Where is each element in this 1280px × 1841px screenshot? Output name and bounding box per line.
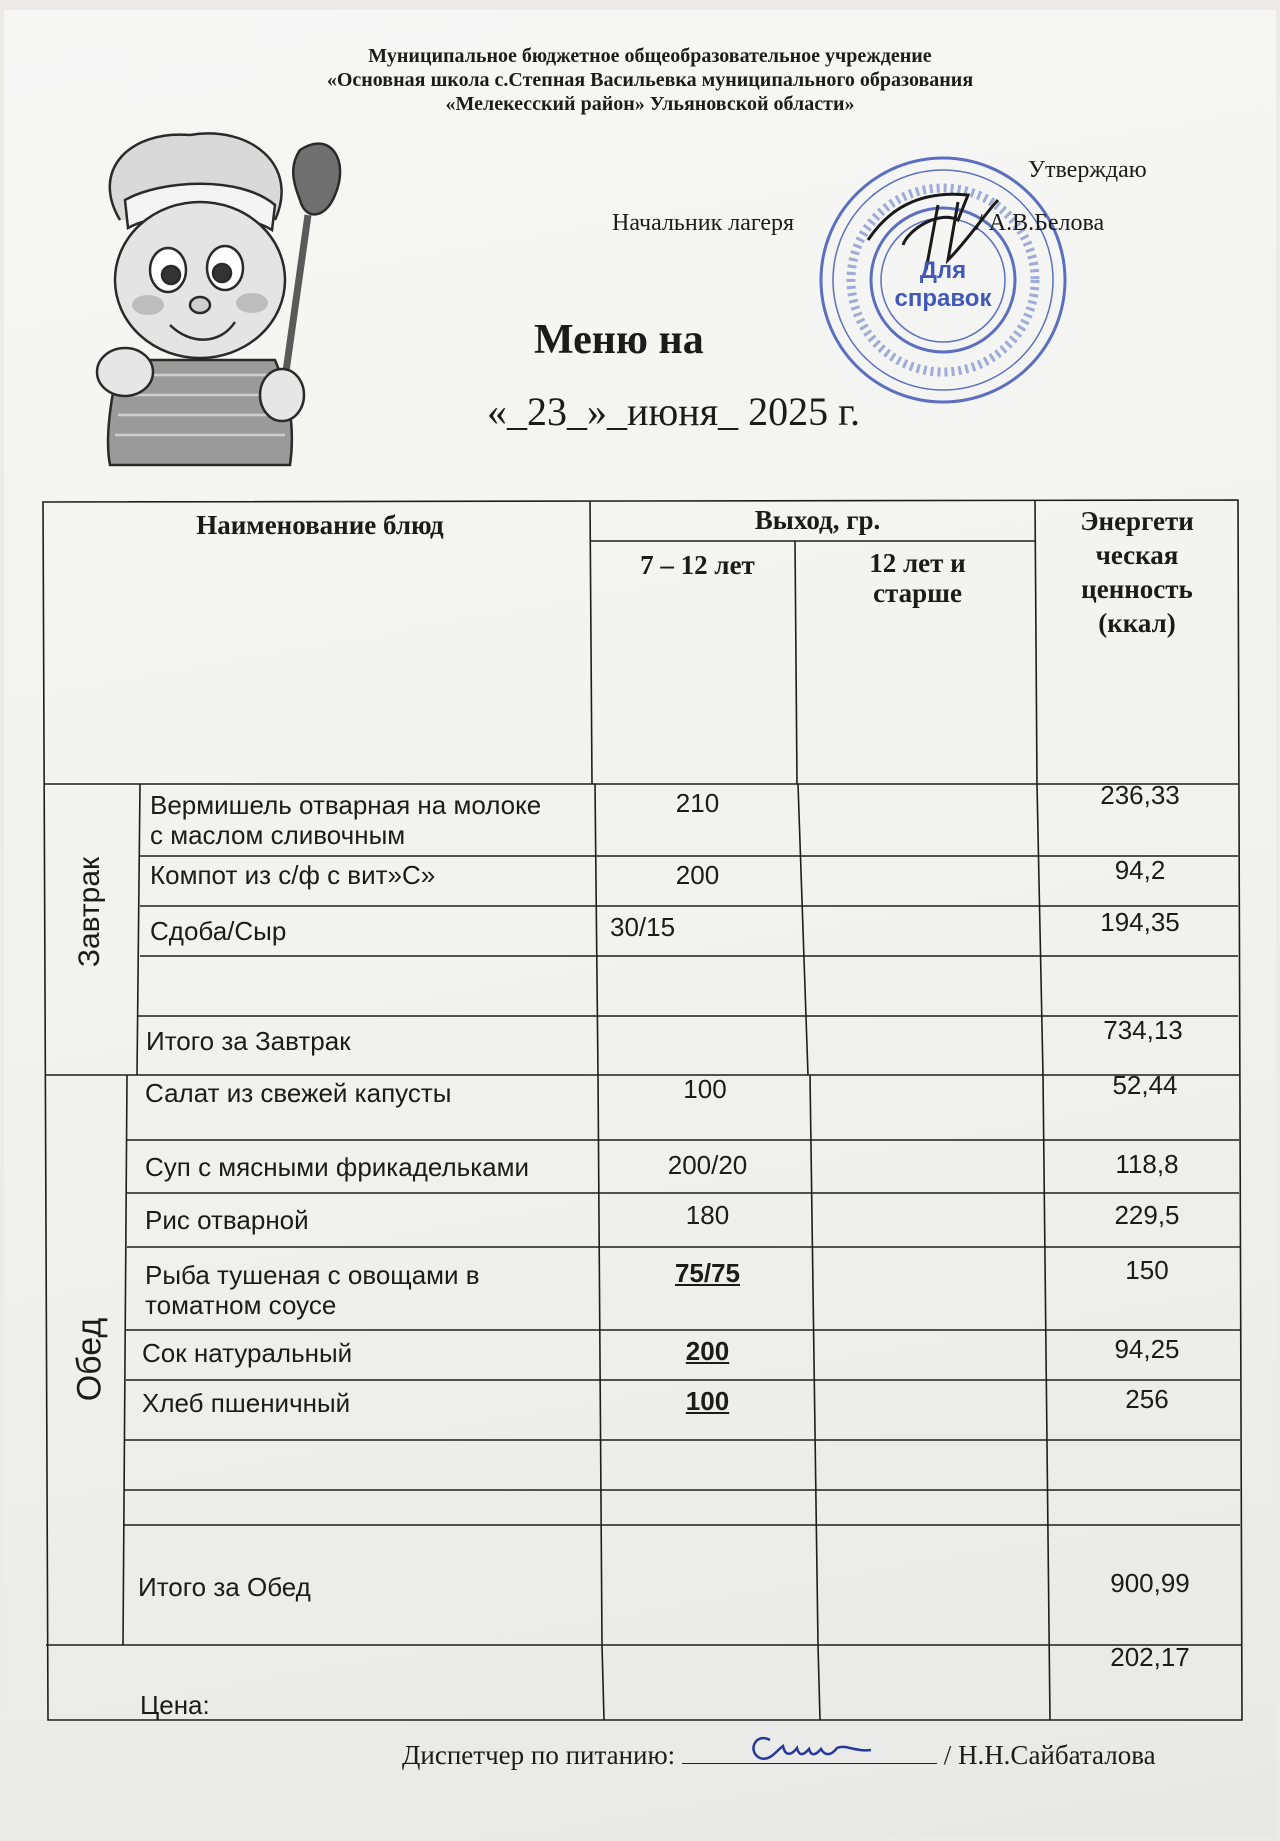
breakfast-row-1-out1: 210: [675, 788, 720, 818]
menu-title: Меню на: [534, 317, 704, 363]
stamp-text-1: Для: [919, 257, 967, 284]
header-dish: Наименование блюд: [196, 510, 444, 540]
lunch-row-4-kcal: 150: [1125, 1255, 1169, 1285]
dispatcher-name: / Н.Н.Сайбаталова: [943, 1740, 1156, 1770]
lunch-row-1-out1: 100: [683, 1074, 727, 1104]
price-value: 202,17: [1110, 1642, 1190, 1672]
menu-date: «_23_»_июня_ 2025 г.: [487, 389, 860, 434]
lunch-row-4-out1: 75/75: [674, 1258, 741, 1288]
lunch-total-kcal: 900,99: [1110, 1568, 1190, 1598]
dispatcher-signature: [745, 1722, 875, 1772]
breakfast-row-2-kcal: 94,2: [1114, 855, 1166, 885]
lunch-row-6-name: Хлеб пшеничный: [142, 1388, 351, 1418]
lunch-row-6-kcal: 256: [1125, 1384, 1169, 1414]
header-age-7-12: 7 – 12 лет: [640, 550, 755, 580]
breakfast-row-2-name: Компот из с/ф с вит»С»: [150, 860, 436, 890]
lunch-row-5-out1: 200: [685, 1336, 730, 1366]
breakfast-total-label: Итого за Завтрак: [146, 1026, 351, 1056]
lunch-row-6-out1: 100: [685, 1386, 730, 1416]
header-line-3: «Мелекесский район» Ульяновской области»: [445, 93, 855, 115]
lunch-row-5-kcal: 94,25: [1114, 1334, 1180, 1364]
header-line-1: Муниципальное бюджетное общеобразовательное учреждение: [368, 45, 932, 67]
breakfast-row-1-kcal: 236,33: [1100, 780, 1180, 810]
lunch-row-4-name: Рыба тушеная с овощами в томатном соусе: [145, 1260, 480, 1320]
chief-name: / А.В.Белова: [976, 210, 1105, 236]
lunch-row-2-kcal: 118,8: [1115, 1149, 1179, 1179]
breakfast-row-3-name: Сдоба/Сыр: [150, 916, 287, 946]
lunch-total-label: Итого за Обед: [138, 1572, 311, 1602]
breakfast-row-2-out1: 200: [675, 860, 720, 890]
header-age-12-plus: 12 лет и старше: [869, 548, 966, 608]
lunch-row-5-name: Сок натуральный: [142, 1338, 353, 1368]
breakfast-row-3-kcal: 194,35: [1100, 907, 1180, 937]
lunch-row-2-out1: 200/20: [667, 1150, 748, 1180]
header-energy: Энергети ческая ценность (ккал): [1080, 506, 1194, 638]
price-label: Цена:: [140, 1690, 210, 1720]
stamp-text-2: справок: [894, 285, 992, 312]
lunch-row-3-kcal: 229,5: [1114, 1200, 1180, 1230]
breakfast-row-3-out1: 30/15: [610, 912, 676, 942]
header-line-2: «Основная школа с.Степная Васильевка муниципального образования: [326, 69, 974, 91]
section-lunch-label: Обед: [70, 1317, 109, 1402]
lunch-row-3-name: Рис отварной: [145, 1205, 309, 1235]
lunch-row-3-out1: 180: [685, 1200, 730, 1230]
breakfast-total-kcal: 734,13: [1103, 1015, 1183, 1045]
dispatcher-label: Диспетчер по питанию:: [402, 1740, 676, 1770]
header-output: Выход, гр.: [754, 505, 881, 535]
approve-label: Утверждаю: [1028, 157, 1147, 183]
chief-label: Начальник лагеря: [612, 210, 795, 236]
lunch-row-1-kcal: 52,44: [1112, 1070, 1178, 1100]
lunch-row-1-name: Салат из свежей капусты: [145, 1078, 452, 1108]
section-breakfast-label: Завтрак: [73, 856, 106, 968]
breakfast-row-1-name: Вермишель отварная на молоке с маслом сливочным: [150, 790, 542, 850]
lunch-row-2-name: Суп с мясными фрикадельками: [145, 1152, 529, 1182]
